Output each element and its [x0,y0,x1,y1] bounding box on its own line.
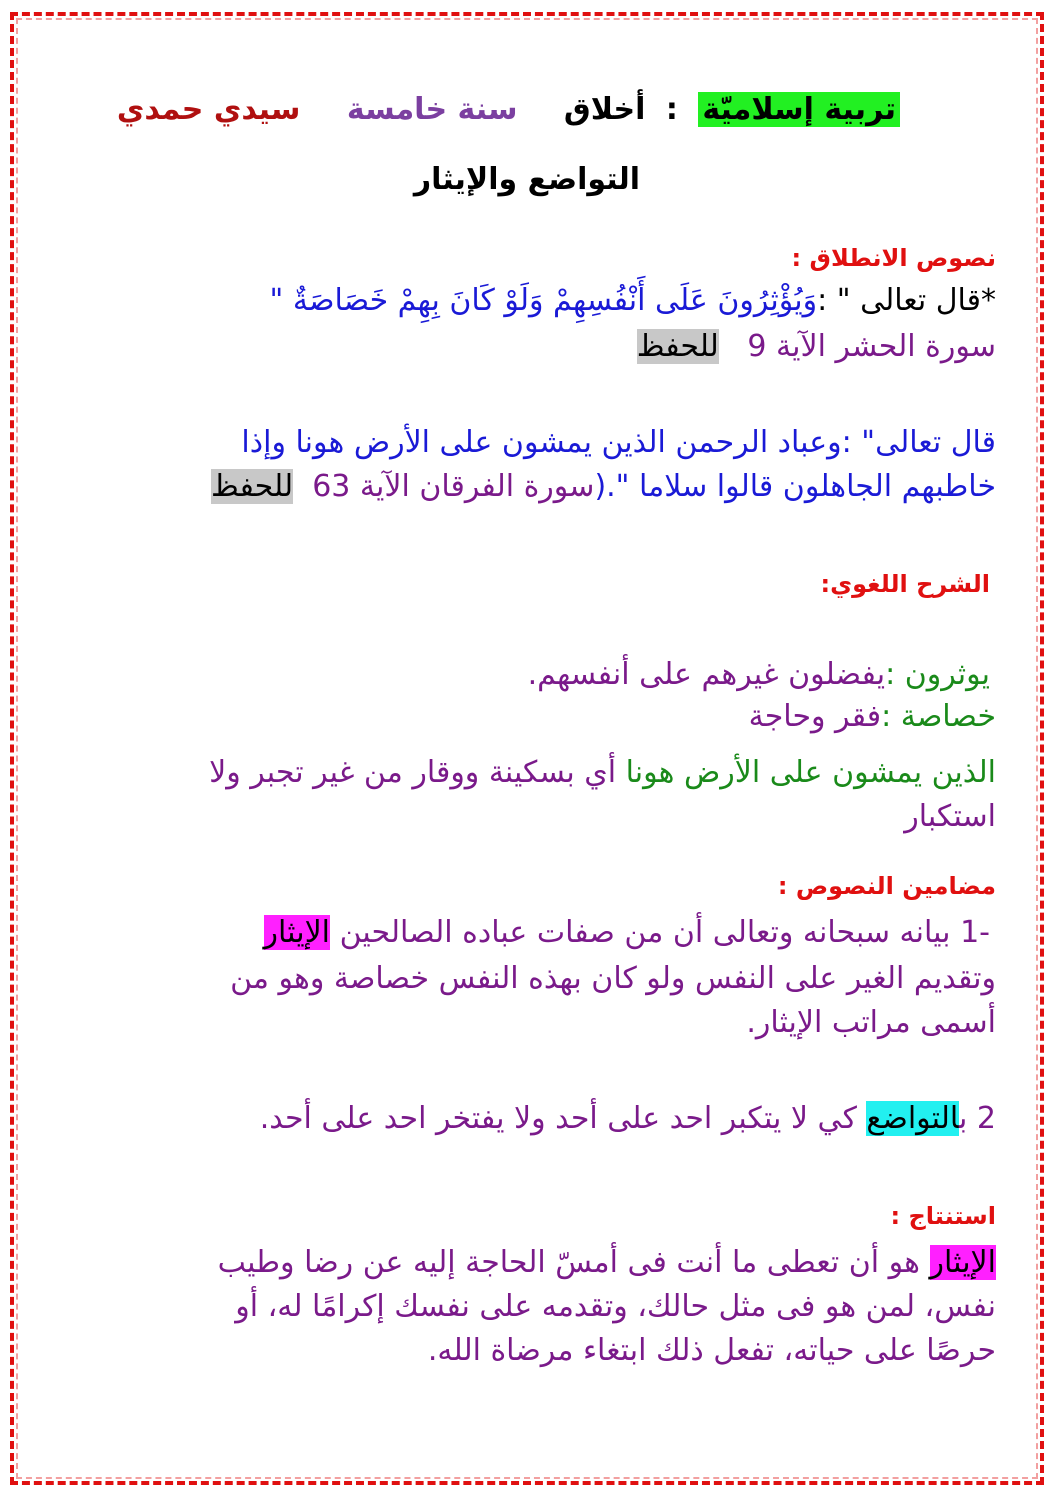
tawadu-highlight: التواضع [866,1101,960,1136]
conclusion-highlight: الإيثار [929,1245,996,1280]
topic-label: أخلاق [563,92,646,127]
vocab-word: الذين يمشون على الأرض هونا [625,755,996,790]
verse1-reference-line [637,326,996,368]
lesson-header [117,92,900,127]
vocab-heading: الشرح اللغوي: [820,570,990,598]
content-item-1 [264,912,990,954]
vocab-definition: أي بسكينة ووقار من غير تجبر ولا [209,755,617,790]
verse1-intro: *قال تعالى " : [817,283,996,318]
conclusion-heading: استنتاج : [890,1202,996,1230]
level-label: سنة خامسة [346,92,518,127]
content-heading: مضامين النصوص : [777,872,996,900]
verse1-reference: سورة الحشر الآية 9 [747,329,996,364]
vocab-word: خصاصة : [881,699,996,734]
verse1-text: وَيُؤْثِرُونَ عَلَى أَنْفُسِهِمْ وَلَوْ كَانَ بِهِمْ خَصَاصَةٌ " [269,283,818,318]
verse2-line2 [211,466,996,508]
verse2-line1: قال تعالى" :وعباد الرحمن الذين يمشون على الأرض هونا وإذا [241,425,996,460]
vocab-item-1 [528,654,990,696]
conclusion-text: هو أن تعطى ما أنت فى أمسّ الحاجة إليه عن رضا وطيب [217,1245,920,1280]
conclusion-line3: حرصًا على حياته، تفعل ذلك ابتغاء مرضاة الله. [427,1333,996,1368]
content-item-2-text: كي لا يتكبر احد على أحد ولا يفتخر احد على أحد. [259,1101,857,1136]
lesson-title: التواضع والإيثار [413,162,640,197]
vocab-definition: يفضلون غيرهم على أنفسهم. [527,657,886,692]
verse1-line [270,280,996,322]
vocab-item-3-cont: استكبار [904,799,996,834]
texts-heading: نصوص الانطلاق : [791,244,996,272]
verse2-memorize-tag: للحفظ [211,469,294,504]
content-item-2-num: 2 ب [959,1101,996,1136]
vocab-word: يوثرون : [885,657,990,692]
content-item-1-line3: أسمى مراتب الإيثار. [746,1005,996,1040]
ithar-highlight: الإيثار [263,915,331,950]
vocab-definition: فقر وحاجة [748,699,882,734]
verse2-reference: سورة الفرقان الآية 63 [312,469,595,504]
verse1-memorize-tag: للحفظ [636,329,719,364]
subject-label: تربية إسلاميّة [698,92,900,127]
content-item-1-text: -1 بيانه سبحانه وتعالى أن من صفات عباده الصالحين [339,915,990,950]
verse2-text-end: خاطبهم الجاهلون قالوا سلاما ".( [594,469,996,504]
content-item-2 [260,1098,996,1140]
conclusion-line1 [218,1242,996,1284]
vocab-item-3 [209,752,996,794]
header-colon: : [665,92,678,127]
content-item-1-line2: وتقديم الغير على النفس ولو كان بهذه النفس خصاصة وهو من [230,961,996,996]
conclusion-line2: نفس، لمن هو فى مثل حالك، وتقدمه على نفسك إكرامًا له، أو [235,1289,996,1324]
author-label: سيدي حمدي [116,92,301,127]
vocab-item-2 [749,696,996,738]
